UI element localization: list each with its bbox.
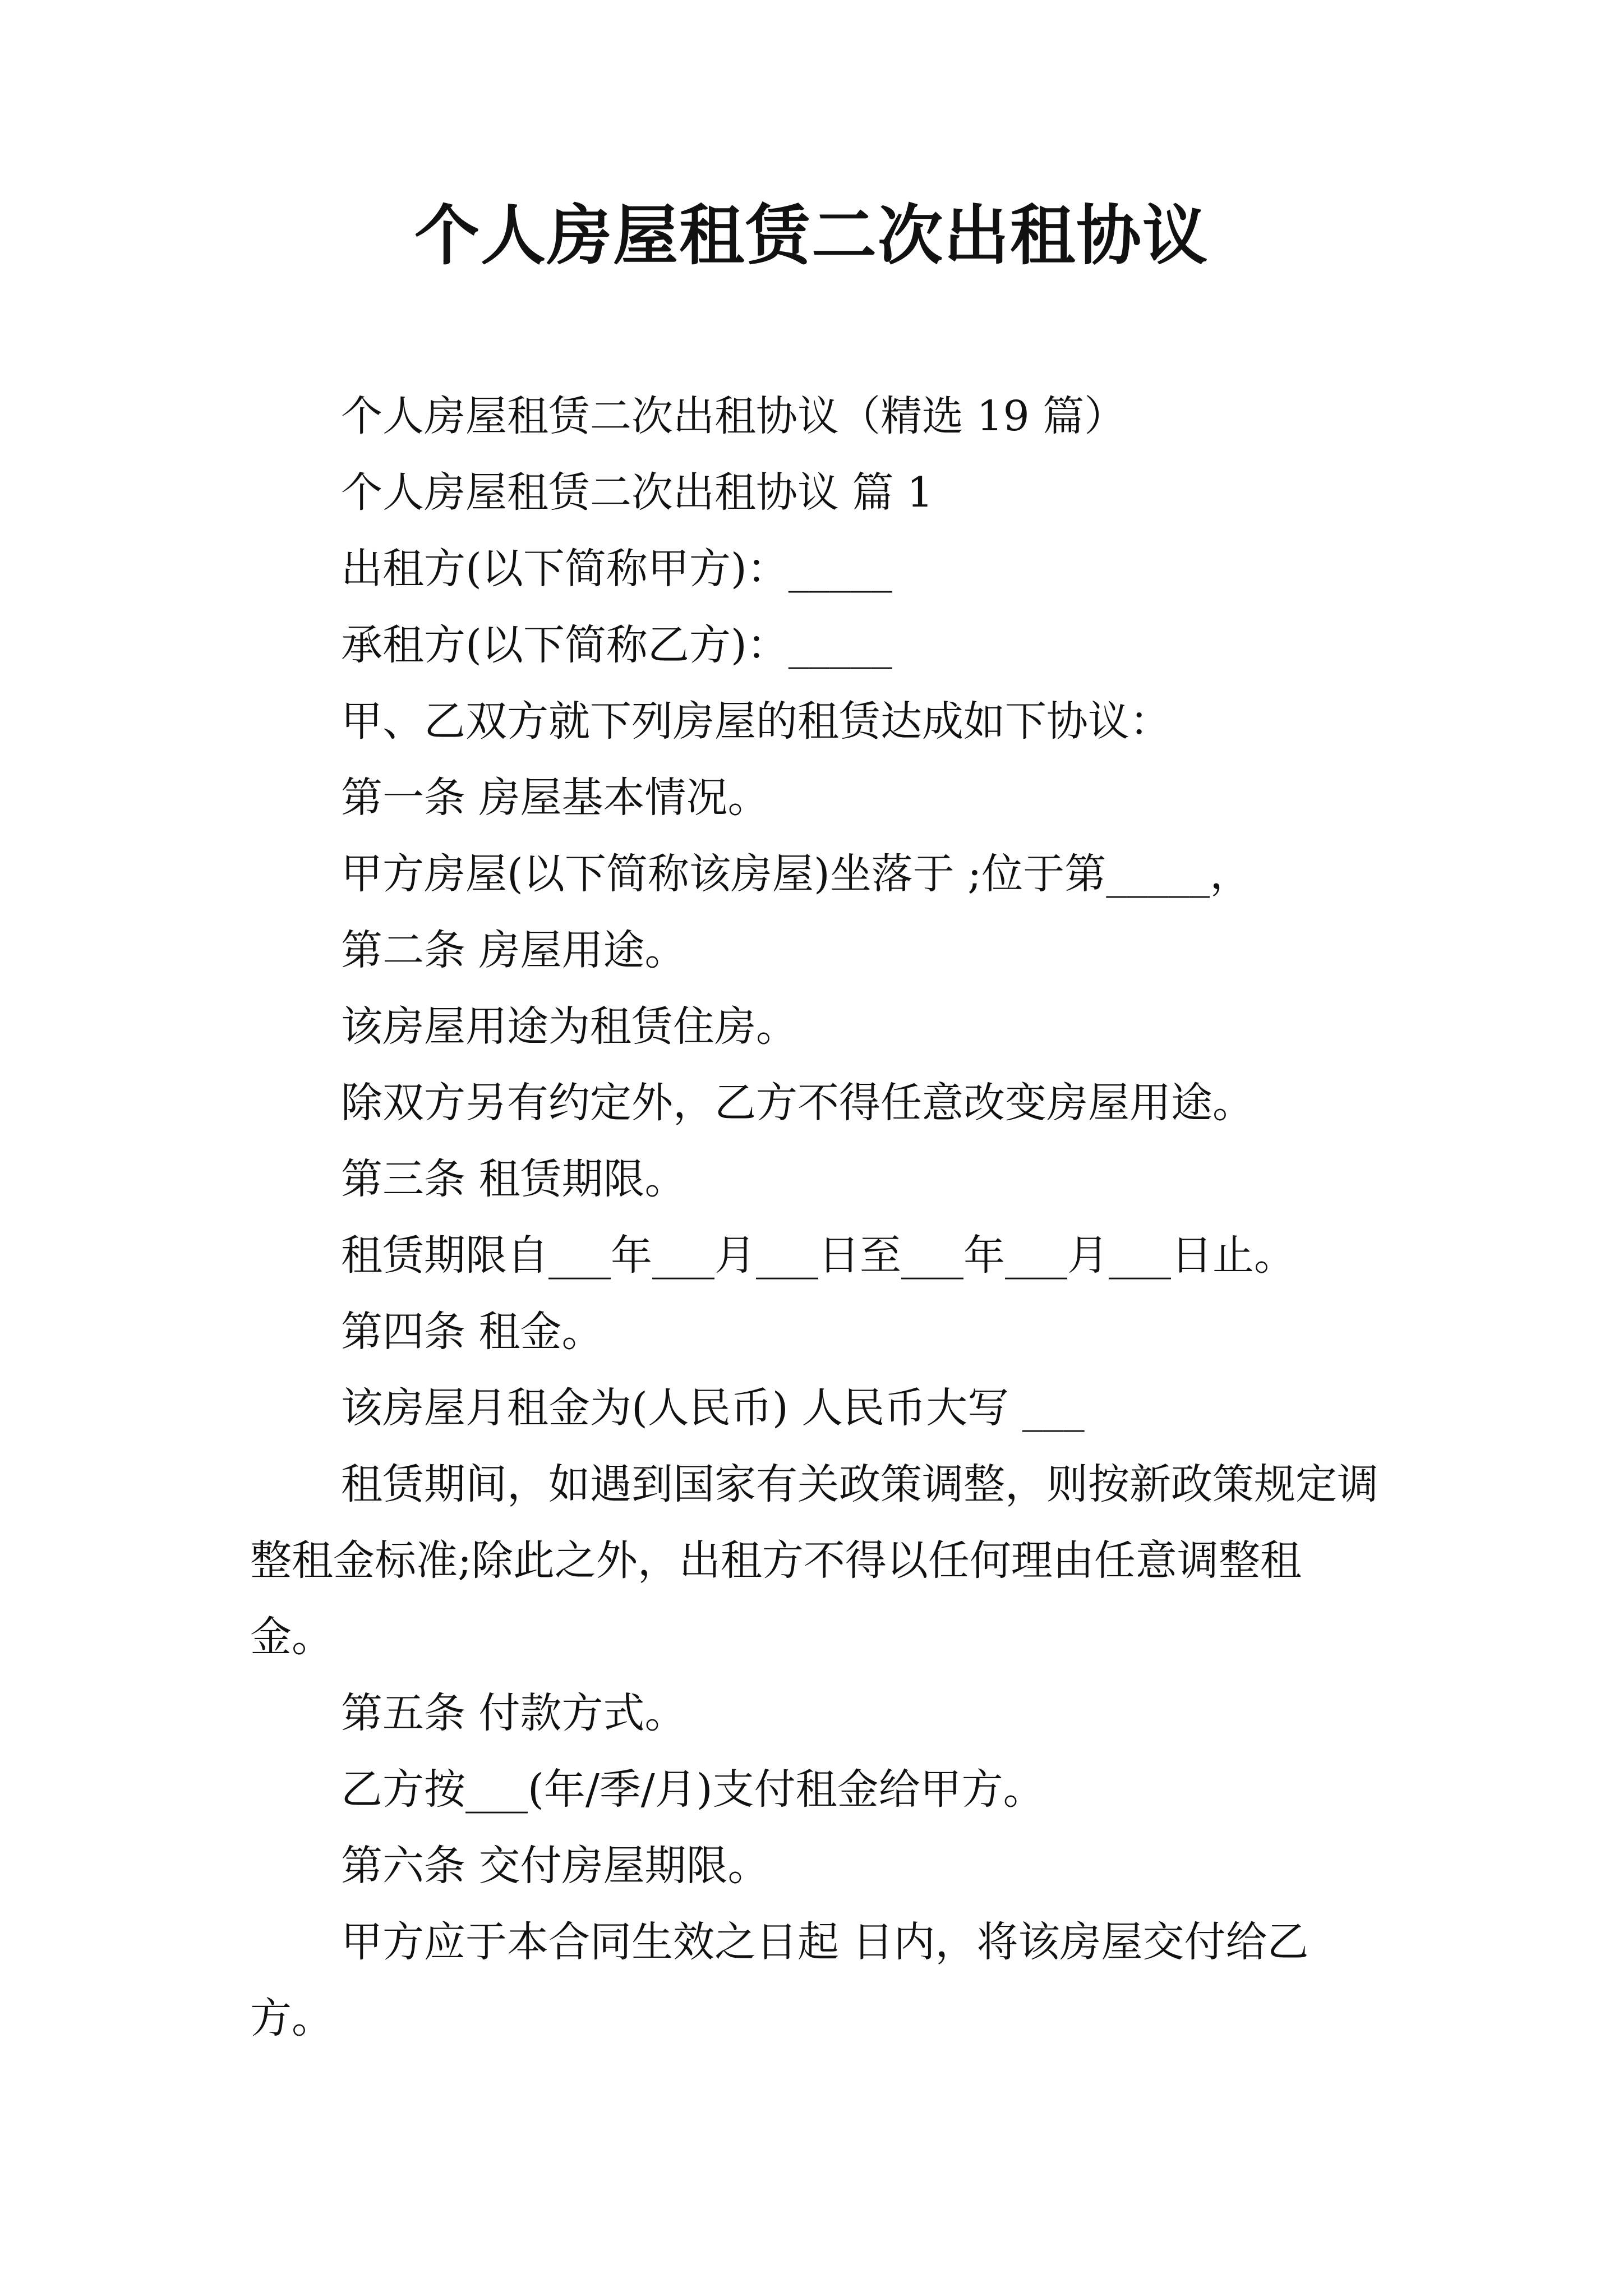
clause-1-heading: 第一条 房屋基本情况。 [341,774,769,822]
clause-1-text: 甲方房屋(以下简称该房屋)坐落于 ;位于第_____， [341,850,1252,898]
clause-5-text: 乙方按___(年/季/月)支付租金给甲方。 [341,1765,1045,1814]
clause-5-heading: 第五条 付款方式。 [341,1689,686,1737]
clause-6-text: 甲方应于本合同生效之日起 日内，将该房屋交付给乙方。 [250,1918,1309,2042]
clause-6-heading: 第六条 交付房屋期限。 [341,1842,769,1890]
clause-4-text-2: 租赁期间，如遇到国家有关政策调整，则按新政策规定调整租金标准;除此之外，出租方不得以任何理由任意调整租金。 [250,1460,1378,1661]
clause-2-text-1: 该房屋用途为租赁住房。 [341,1002,797,1051]
article-heading: 个人房屋租赁二次出租协议 篇 1 [341,468,934,517]
agreement-intro: 甲、乙双方就下列房屋的租赁达成如下协议： [341,697,1171,746]
lessee-line: 承租方(以下简称乙方)：_____ [341,621,892,669]
clause-2-text-2: 除双方另有约定外，乙方不得任意改变房屋用途。 [341,1079,1254,1127]
clause-4-text-1: 该房屋月租金为(人民币) 人民币大写 ___ [341,1384,1085,1432]
lessor-line: 出租方(以下简称甲方)：_____ [341,545,892,593]
clause-4-heading: 第四条 租金。 [341,1308,603,1356]
clause-3-text: 租赁期限自___年___月___日至___年___月___日止。 [341,1231,1295,1280]
collection-heading: 个人房屋租赁二次出租协议（精选 19 篇） [341,392,1126,440]
document-title: 个人房屋租赁二次出租协议 [414,197,1209,274]
clause-3-heading: 第三条 租赁期限。 [341,1155,686,1203]
clause-2-heading: 第二条 房屋用途。 [341,926,686,974]
document-body [250,378,1383,2056]
